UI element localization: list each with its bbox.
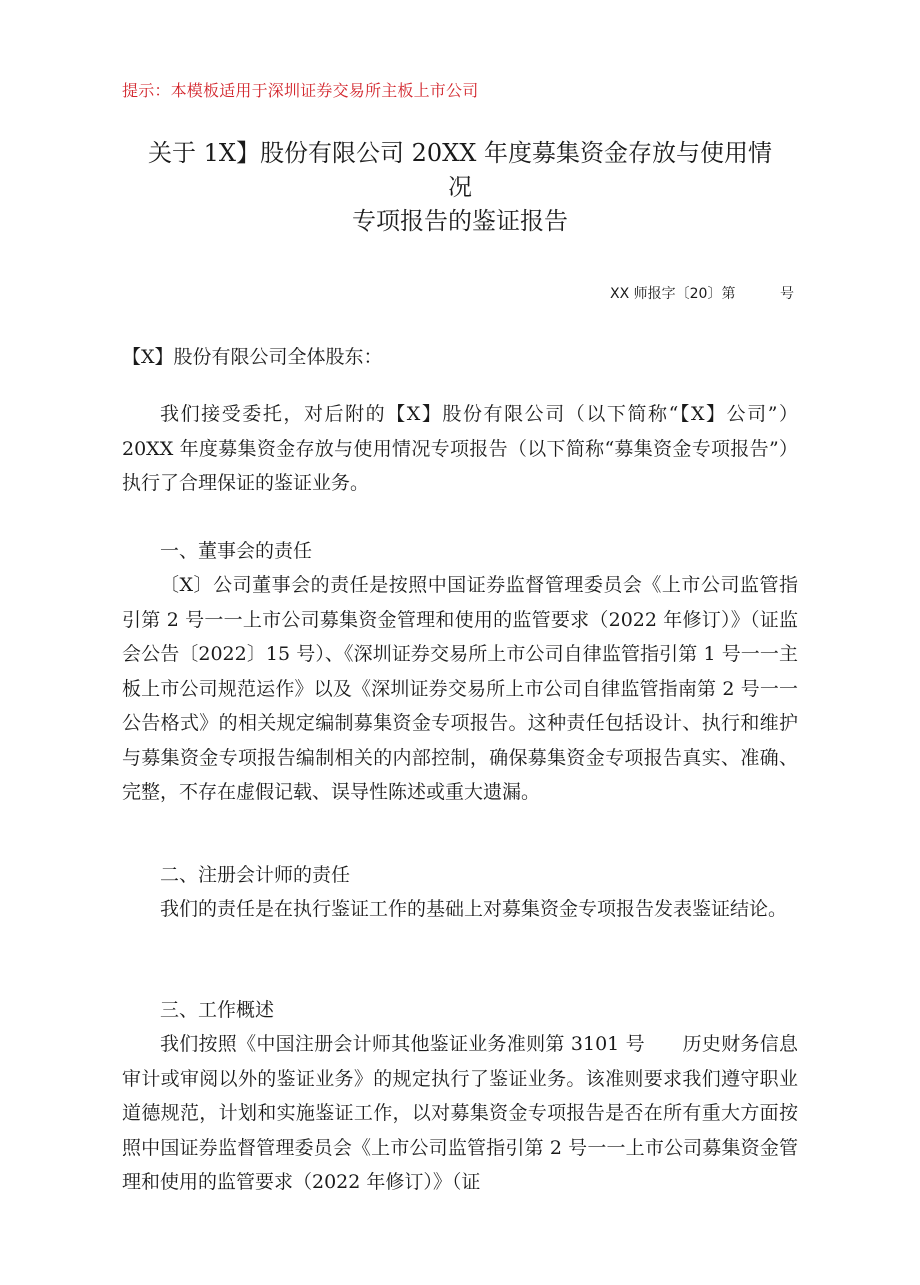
section-heading-board-responsibility: 一、董事会的责任	[160, 540, 313, 562]
report-title-line-3: 专项报告的鉴证报告	[352, 207, 568, 235]
section-body-cpa-responsibility: 我们的责任是在执行鉴证工作的基础上对募集资金专项报告发表鉴证结论。	[160, 898, 788, 920]
section-heading-work-overview: 三、工作概述	[160, 999, 275, 1021]
section-body-board-responsibility: 〔X〕公司董事会的责任是按照中国证券监督管理委员会《上市公司监管指引第 2 号一一上市公司募集资金管理和使用的监管要求（2022 年修订）》（证监会公告〔2022〕15 号）、《深圳证券交易所上市公司自律监管指引第 1 号一一主板上市公司规范运作》以及《深圳证券交易所上市公司自律监管指南第 2 号一一公告格式》的相关规定编制募集资金专项报告。这种责任包括设计、执行和维护与募集资金专项报告编制相关的内部控制，确保募集资金专项报告真实、准确、完整，不存在虚假记载、误导性陈述或重大遗漏。	[122, 574, 798, 803]
reference-number: XX 师报字〔20〕第 号	[610, 286, 794, 302]
section-heading-cpa-responsibility: 二、注册会计师的责任	[160, 864, 351, 886]
template-hint: 提示：本模板适用于深圳证券交易所主板上市公司	[122, 81, 479, 100]
addressee: 【X】股份有限公司全体股东：	[122, 346, 383, 368]
intro-paragraph: 我们接受委托，对后附的【X】股份有限公司（以下简称“【X】公司”）20XX 年度募集资金存放与使用情况专项报告（以下简称“募集资金专项报告”）执行了合理保证的鉴证业务。	[122, 403, 798, 494]
report-title-line-2: 况	[448, 173, 472, 201]
section-body-work-overview: 我们按照《中国注册会计师其他鉴证业务准则第 3101 号 历史财务信息审计或审阅以外的鉴证业务》的规定执行了鉴证业务。该准则要求我们遵守职业道德规范，计划和实施鉴证工作，以对募集资金专项报告是否在所有重大方面按照中国证券监督管理委员会《上市公司监管指引第 2 号一一上市公司募集资金管理和使用的监管要求（2022 年修订）》（证	[122, 1033, 798, 1193]
report-title-line-1: 关于 1X】股份有限公司 20XX 年度募集资金存放与使用情	[148, 139, 772, 167]
